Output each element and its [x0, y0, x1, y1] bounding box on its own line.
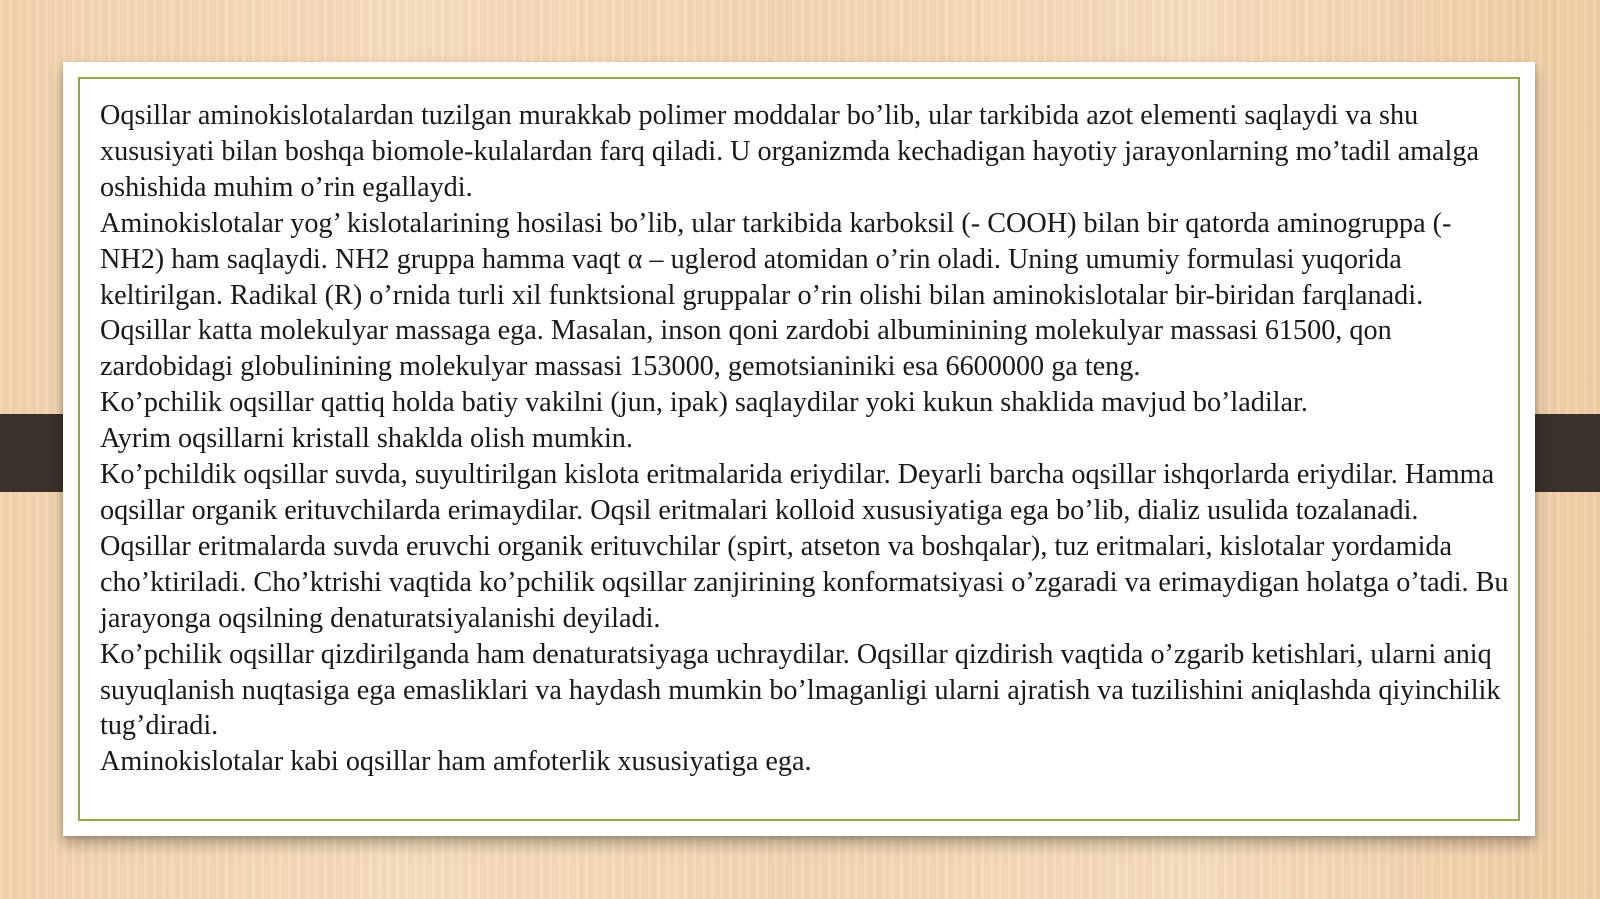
paragraph-heat-denaturation: Ko’pchilik oqsillar qizdirilganda ham denaturatsiyaga uchraydilar. Oqsillar qizdirish vaqtida o’zgarib ketishlari, ularni aniq suyuqlanish nuqtasiga ega emasliklari va haydash mumkin bo’lmaganligi ularni ajratish va tuzilishini aniqlashda qiyinchilik tug’diradi.: [100, 638, 1501, 742]
paragraph-crystal-form: Ayrim oqsillarni kristall shaklda olish mumkin.: [100, 423, 633, 455]
paragraph-proteins-definition: Oqsillar aminokislotalardan tuzilgan murakkab polimer moddalar bo’lib, ular tarkibida azot elementi saqlaydi va shu xususiyati bilan boshqa biomole-kulalardan farq qiladi. U organizmda kechadigan hayotiy jarayonlarning mo’tadil amalga oshishida muhim o’rin egallaydi.: [100, 100, 1479, 203]
paragraph-molecular-mass: Oqsillar katta molekulyar massaga ega. Masalan, inson qoni zardobi albuminining molekulyar massasi 61500, qon zardobidagi globulinining molekulyar massasi 153000, gemotsianiniki esa 6600000 ga teng.: [100, 315, 1392, 383]
paragraph-amphoteric: Aminokislotalar kabi oqsillar ham amfoterlik xususiyatiga ega.: [100, 746, 812, 778]
slide-body-text: [100, 98, 1510, 780]
paragraph-aminoacids-structure: Aminokislotalar yog’ kislotalarining hosilasi bo’lib, ular tarkibida karboksil (- COOH) bilan bir qatorda aminogruppa (- NH2) ham saqlaydi. NH2 gruppa hamma vaqt α – uglerod atomidan o’rin oladi. Uning umumiy formulasi yuqorida keltirilgan. Radikal (R) o’rnida turli xil funktsional gruppalar o’rin olishi bilan aminokislotalar bir-biridan farqlanadi.: [100, 207, 1452, 311]
slide-card: [63, 62, 1535, 836]
paragraph-solubility: Ko’pchildik oqsillar suvda, suyultirilgan kislota eritmalarida eriydilar. Deyarli barcha oqsillar ishqorlarda eriydilar. Hamma oqsillar organik erituvchilarda erimaydilar. Oqsil eritmalari kolloid xususiyatiga ega bo’lib, dializ usulida tozalanadi. Oqsillar eritmalarda suvda eruvchi organik erituvchilar (spirt, atseton va boshqalar), tuz eritmalari, kislotalar yordamida cho’ktiriladi. Cho’ktrishi vaqtida ko’pchilik oqsillar zanjirining konformatsiyasi o’zgaradi va erimaydigan holatga o’tadi. Bu jarayonga oqsilning denaturatsiyalanishi deyiladi.: [100, 459, 1509, 634]
paragraph-solid-state: Ko’pchilik oqsillar qattiq holda batiy vakilni (jun, ipak) saqlaydilar yoki kukun shaklida mavjud bo’ladilar.: [100, 387, 1308, 419]
